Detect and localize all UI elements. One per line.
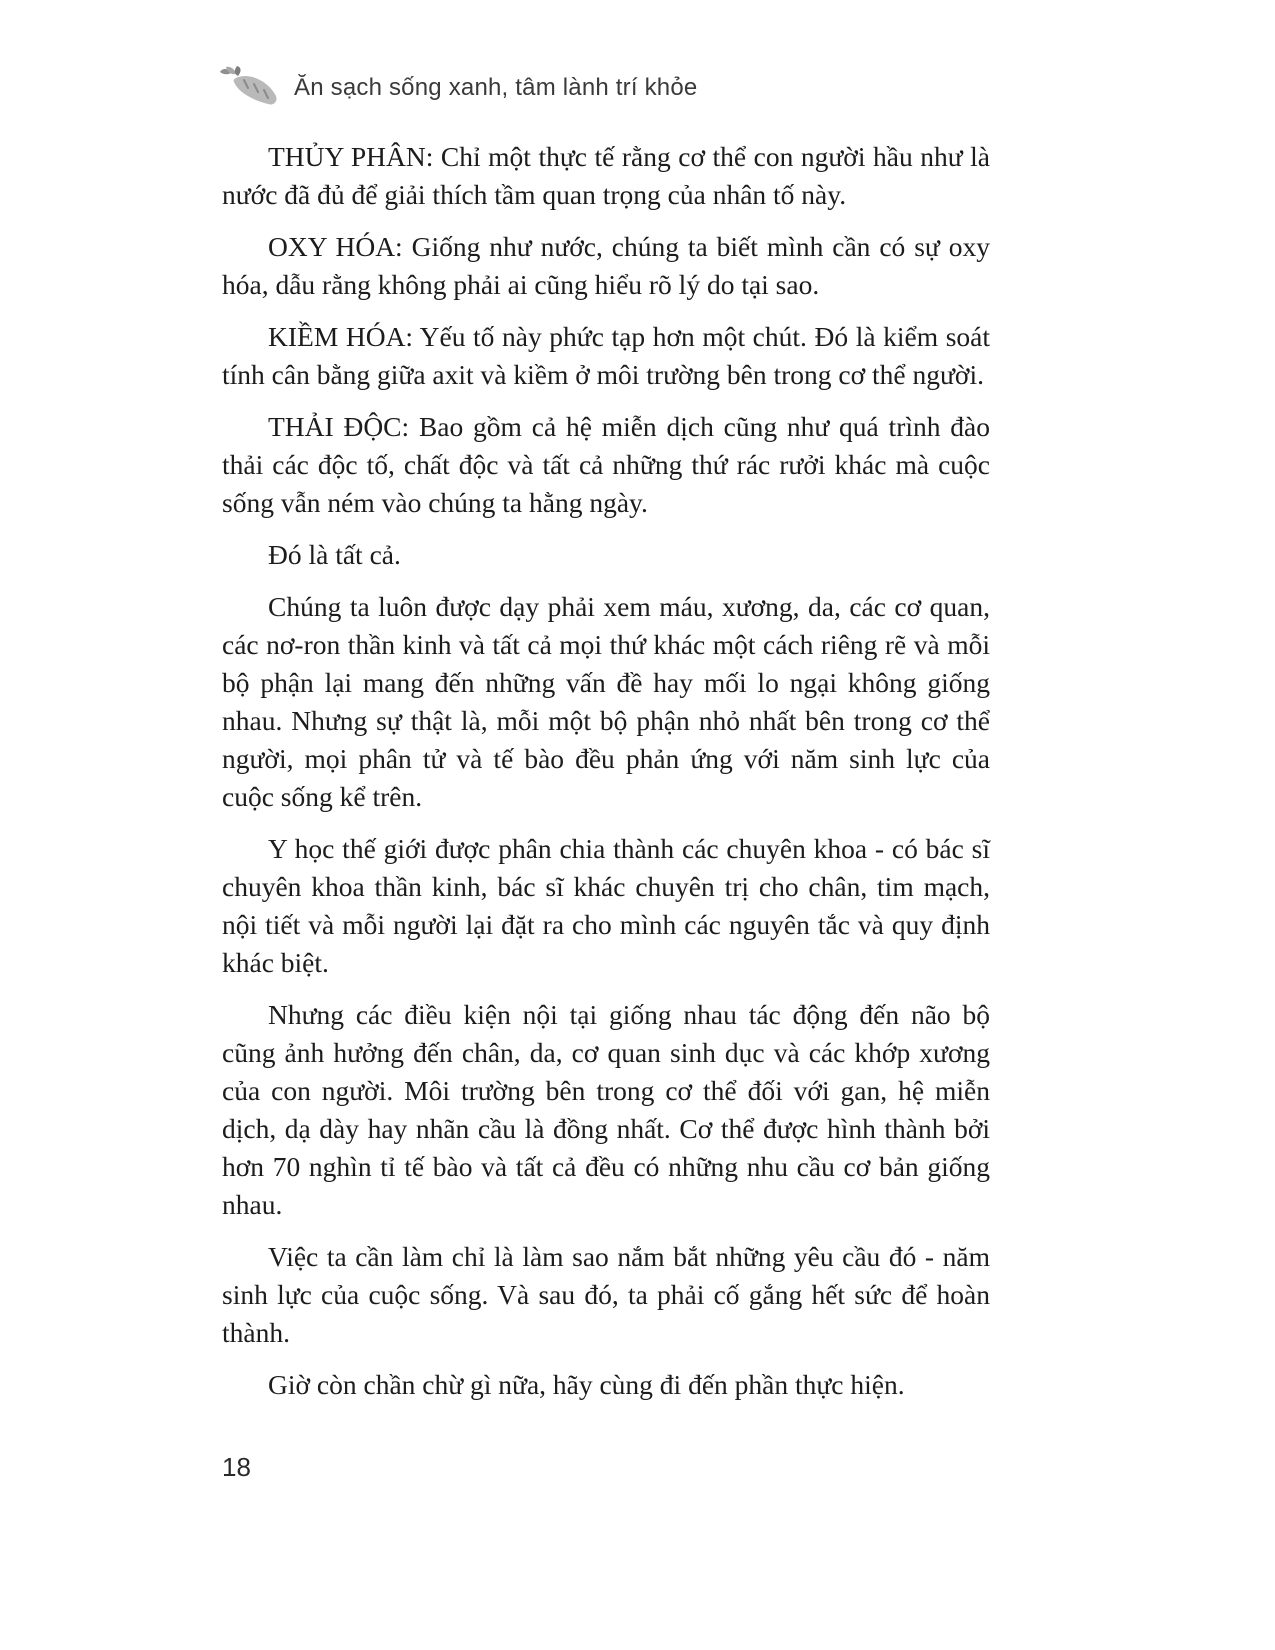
paragraph: KIỀM HÓA: Yếu tố này phức tạp hơn một chút. Đó là kiểm soát tính cân bằng giữa axit và kiềm ở môi trường bên trong cơ thể người.: [222, 321, 990, 390]
paragraph: Giờ còn chần chừ gì nữa, hãy cùng đi đến phần thực hiện.: [268, 1369, 905, 1400]
paragraph: Y học thế giới được phân chia thành các chuyên khoa - có bác sĩ chuyên khoa thần kinh, bác sĩ khác chuyên trị cho chân, tim mạch, nội tiết và mỗi người lại đặt ra cho mình các nguyên tắc và quy định khác biệt.: [222, 833, 990, 978]
paragraph: Việc ta cần làm chỉ là làm sao nắm bắt những yêu cầu đó - năm sinh lực của cuộc sống. Và sau đó, ta phải cố gắng hết sức để hoàn thành.: [222, 1241, 990, 1348]
paragraph: THẢI ĐỘC: Bao gồm cả hệ miễn dịch cũng như quá trình đào thải các độc tố, chất độc và tất cả những thứ rác rưởi khác mà cuộc sống vẫn ném vào chúng ta hằng ngày.: [222, 411, 990, 518]
paragraph: THỦY PHÂN: Chỉ một thực tế rằng cơ thể con người hầu như là nước đã đủ để giải thích tầm quan trọng của nhân tố này.: [222, 141, 990, 210]
page-number: 18: [222, 1452, 251, 1482]
page-header: [218, 66, 1018, 110]
body-paragraphs: [222, 138, 990, 1418]
paragraph: Nhưng các điều kiện nội tại giống nhau tác động đến não bộ cũng ảnh hưởng đến chân, da, cơ quan sinh dục và các khớp xương của con người. Môi trường bên trong cơ thể đối với gan, hệ miễn dịch, dạ dày hay nhãn cầu là đồng nhất. Cơ thể được hình thành bởi hơn 70 nghìn tỉ tế bào và tất cả đều có những nhu cầu cơ bản giống nhau.: [222, 999, 990, 1220]
paragraph: Đó là tất cả.: [268, 539, 401, 570]
paragraph: OXY HÓA: Giống như nước, chúng ta biết mình cần có sự oxy hóa, dẫu rằng không phải ai cũng hiểu rõ lý do tại sao.: [222, 231, 990, 300]
running-head-title: Ăn sạch sống xanh, tâm lành trí khỏe: [294, 74, 698, 101]
carrot-icon: [218, 66, 280, 110]
paragraph: Chúng ta luôn được dạy phải xem máu, xương, da, các cơ quan, các nơ-ron thần kinh và tất cả mọi thứ khác một cách riêng rẽ và mỗi bộ phận lại mang đến những vấn đề hay mối lo ngại không giống nhau. Nhưng sự thật là, mỗi một bộ phận nhỏ nhất bên trong cơ thể người, mọi phân tử và tế bào đều phản ứng với năm sinh lực của cuộc sống kể trên.: [222, 591, 990, 812]
